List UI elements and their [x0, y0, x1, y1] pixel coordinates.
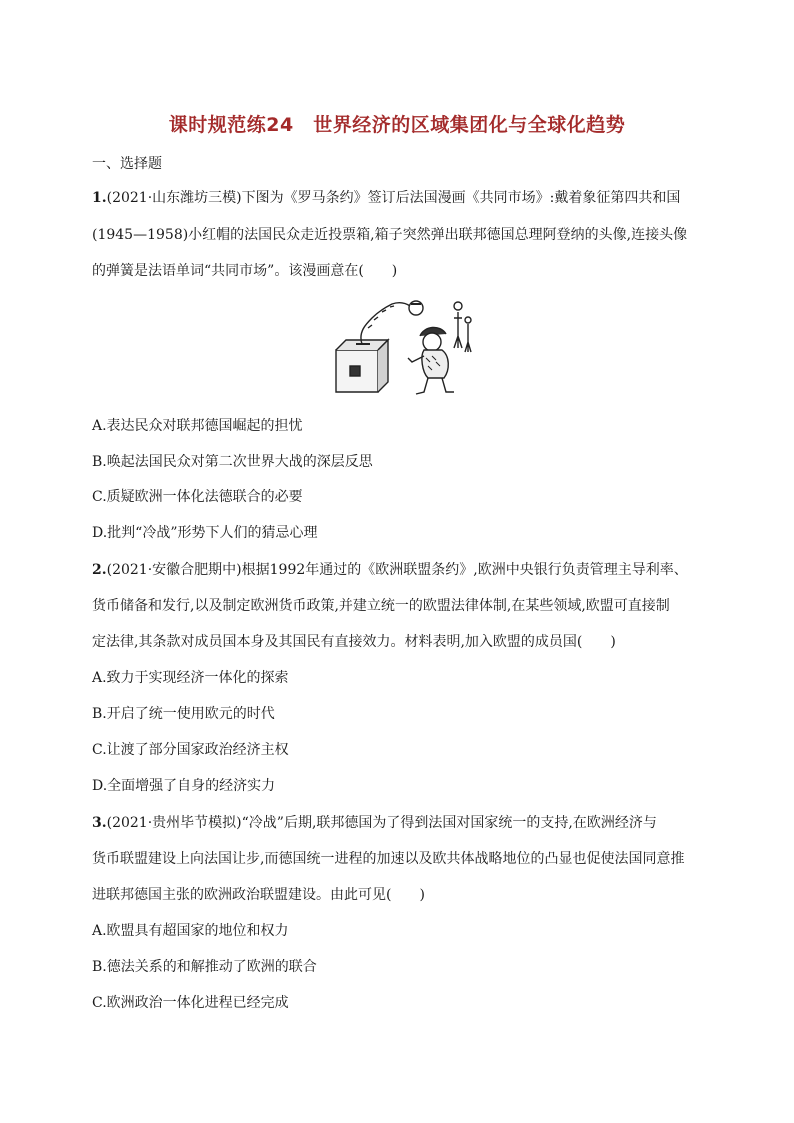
question-1-option-c: C.质疑欧洲一体化法德联合的必要 [92, 489, 303, 505]
question-number: 3. [92, 815, 107, 831]
question-3-option-b: B.德法关系的和解推动了欧洲的联合 [92, 959, 317, 975]
question-3-option-a: A.欧盟具有超国家的地位和权力 [92, 923, 289, 939]
cartoon-illustration [328, 292, 476, 396]
question-1-line-1: 1.(2021·山东潍坊三模)下图为《罗马条约》签订后法国漫画《共同市场》:戴着象征第四共和国 [92, 190, 681, 206]
question-2-option-a: A.致力于实现经济一体化的探索 [92, 670, 289, 686]
question-3-option-c: C.欧洲政治一体化进程已经完成 [92, 995, 289, 1011]
question-1-option-b: B.唤起法国民众对第二次世界大战的深层反思 [92, 454, 373, 470]
question-1-option-a: A.表达民众对联邦德国崛起的担忧 [92, 418, 303, 434]
section-heading: 一、选择题 [92, 156, 162, 172]
page-title: 课时规范练24 世界经济的区域集团化与全球化趋势 [168, 114, 626, 136]
question-2-line-2: 货币储备和发行,以及制定欧洲货币政策,并建立统一的欧盟法律体制,在某些领域,欧盟可直接制 [92, 598, 670, 614]
question-2-line-3: 定法律,其条款对成员国本身及其国民有直接效力。材料表明,加入欧盟的成员国( ) [92, 634, 616, 650]
question-2-line-1: 2.(2021·安徽合肥期中)根据1992年通过的《欧洲联盟条约》,欧洲中央银行负责管理主导利率、 [92, 562, 688, 578]
question-1-line-2: (1945—1958)小红帽的法国民众走近投票箱,箱子突然弹出联邦德国总理阿登纳的头像,连接头像 [92, 227, 688, 243]
question-2-option-c: C.让渡了部分国家政治经济主权 [92, 742, 289, 758]
question-1-line-3: 的弹簧是法语单词“共同市场”。该漫画意在( ) [92, 263, 398, 279]
question-3-line-1: 3.(2021·贵州毕节模拟)“冷战”后期,联邦德国为了得到法国对国家统一的支持,在欧洲经济与 [92, 815, 657, 831]
question-3-line-2: 货币联盟建设上向法国让步,而德国统一进程的加速以及欧共体战略地位的凸显也促使法国同意推 [92, 851, 685, 867]
question-2-option-b: B.开启了统一使用欧元的时代 [92, 706, 275, 722]
question-2-option-d: D.全面增强了自身的经济实力 [92, 778, 276, 794]
question-3-line-3: 进联邦德国主张的欧洲政治联盟建设。由此可见( ) [92, 887, 425, 903]
question-1-option-d: D.批判“冷战”形势下人们的猜忌心理 [92, 525, 318, 541]
question-number: 1. [92, 190, 107, 206]
question-number: 2. [92, 562, 107, 578]
